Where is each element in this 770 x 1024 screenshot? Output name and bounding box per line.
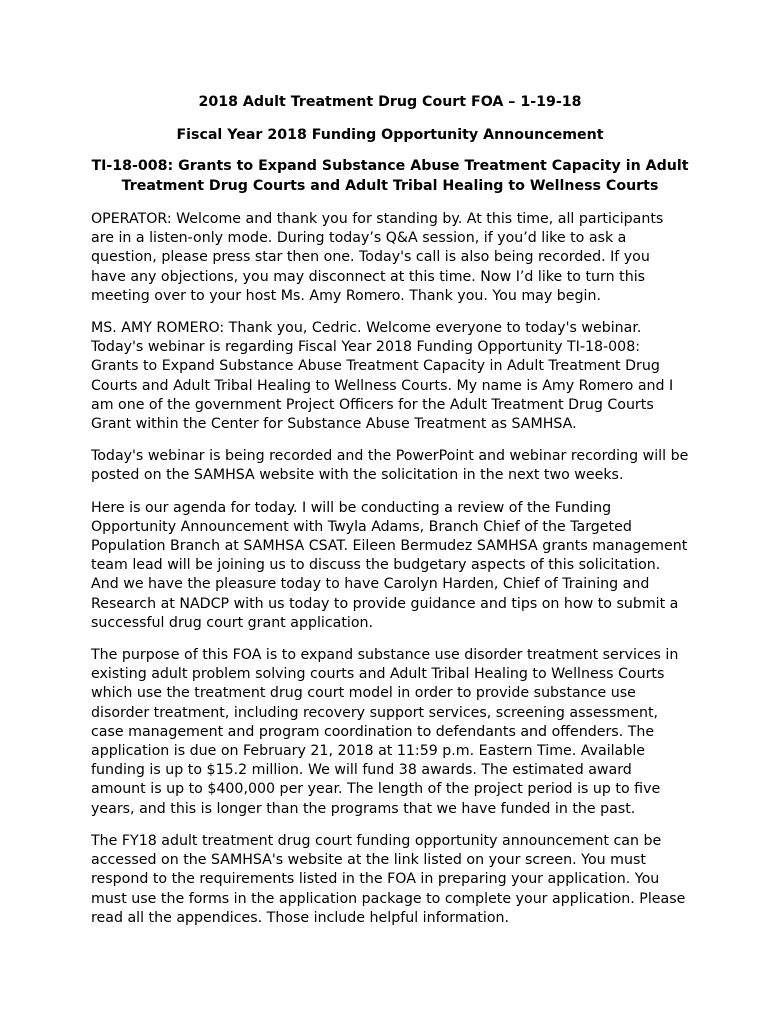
- document-page: [91, 93, 689, 941]
- paragraph-operator-intro: OPERATOR: Welcome and thank you for standing by. At this time, all participants are in a listen-only mode. During today’s Q&A session, if you’d like to ask a question, please press star then one. Today's call is also being recorded. If you have any objections, you may disconnect at this time. Now I’d like to turn this meeting over to your host Ms. Amy Romero. Thank you. You may begin.: [91, 211, 664, 304]
- paragraph-access-foa: The FY18 adult treatment drug court funding opportunity announcement can be accessed on the SAMHSA's website at the link listed on your screen. You must respond to the requirements listed in the FOA in preparing your application. You must use the forms in the application package to complete your application. Please read all the appendices. Those include helpful information.: [91, 832, 686, 926]
- document-subtitle: Fiscal Year 2018 Funding Opportunity Announcement: [176, 126, 604, 143]
- paragraph-purpose: The purpose of this FOA is to expand substance use disorder treatment services in existing adult problem solving courts and Adult Tribal Healing to Wellness Courts which use the treatment drug court model in order to provide substance use disorder treatment, including recovery support services, screening assessment, case management and program coordination to defendants and offenders. The application is due on February 21, 2018 at 11:59 p.m. Eastern Time. Available funding is up to $15.2 million. We will fund 38 awards. The estimated award amount is up to $400,000 per year. The length of the project period is up to five years, and this is longer than the programs that we have funded in the past.: [91, 647, 679, 817]
- paragraph-agenda: Here is our agenda for today. I will be conducting a review of the Funding Opportunity Announcement with Twyla Adams, Branch Chief of the Targeted Population Branch at SAMHSA CSAT. Eileen Bermudez SAMHSA grants management team lead will be joining us to discuss the budgetary aspects of this solicitation. And we have the pleasure today to have Carolyn Harden, Chief of Training and Research at NADCP with us today to provide guidance and tips on how to submit a successful drug court grant application.: [91, 499, 688, 631]
- paragraph-romero-welcome: MS. AMY ROMERO: Thank you, Cedric. Welcome everyone to today's webinar. Today's webinar is regarding Fiscal Year 2018 Funding Opportunity TI-18-008: Grants to Expand Substance Abuse Treatment Capacity in Adult Treatment Drug Courts and Adult Tribal Healing to Wellness Courts. My name is Amy Romero and I am one of the government Project Officers for the Adult Treatment Drug Courts Grant within the Center for Substance Abuse Treatment as SAMHSA.: [91, 320, 674, 433]
- document-title: 2018 Adult Treatment Drug Court FOA – 1-19-18: [198, 94, 582, 110]
- paragraph-recording-notice: Today's webinar is being recorded and the PowerPoint and webinar recording will be posted on the SAMHSA website with the solicitation in the next two weeks.: [91, 448, 689, 484]
- foa-title: TI-18-008: Grants to Expand Substance Abuse Treatment Capacity in Adult Treatment Drug Courts and Adult Tribal Healing to Wellness Courts: [91, 158, 689, 194]
